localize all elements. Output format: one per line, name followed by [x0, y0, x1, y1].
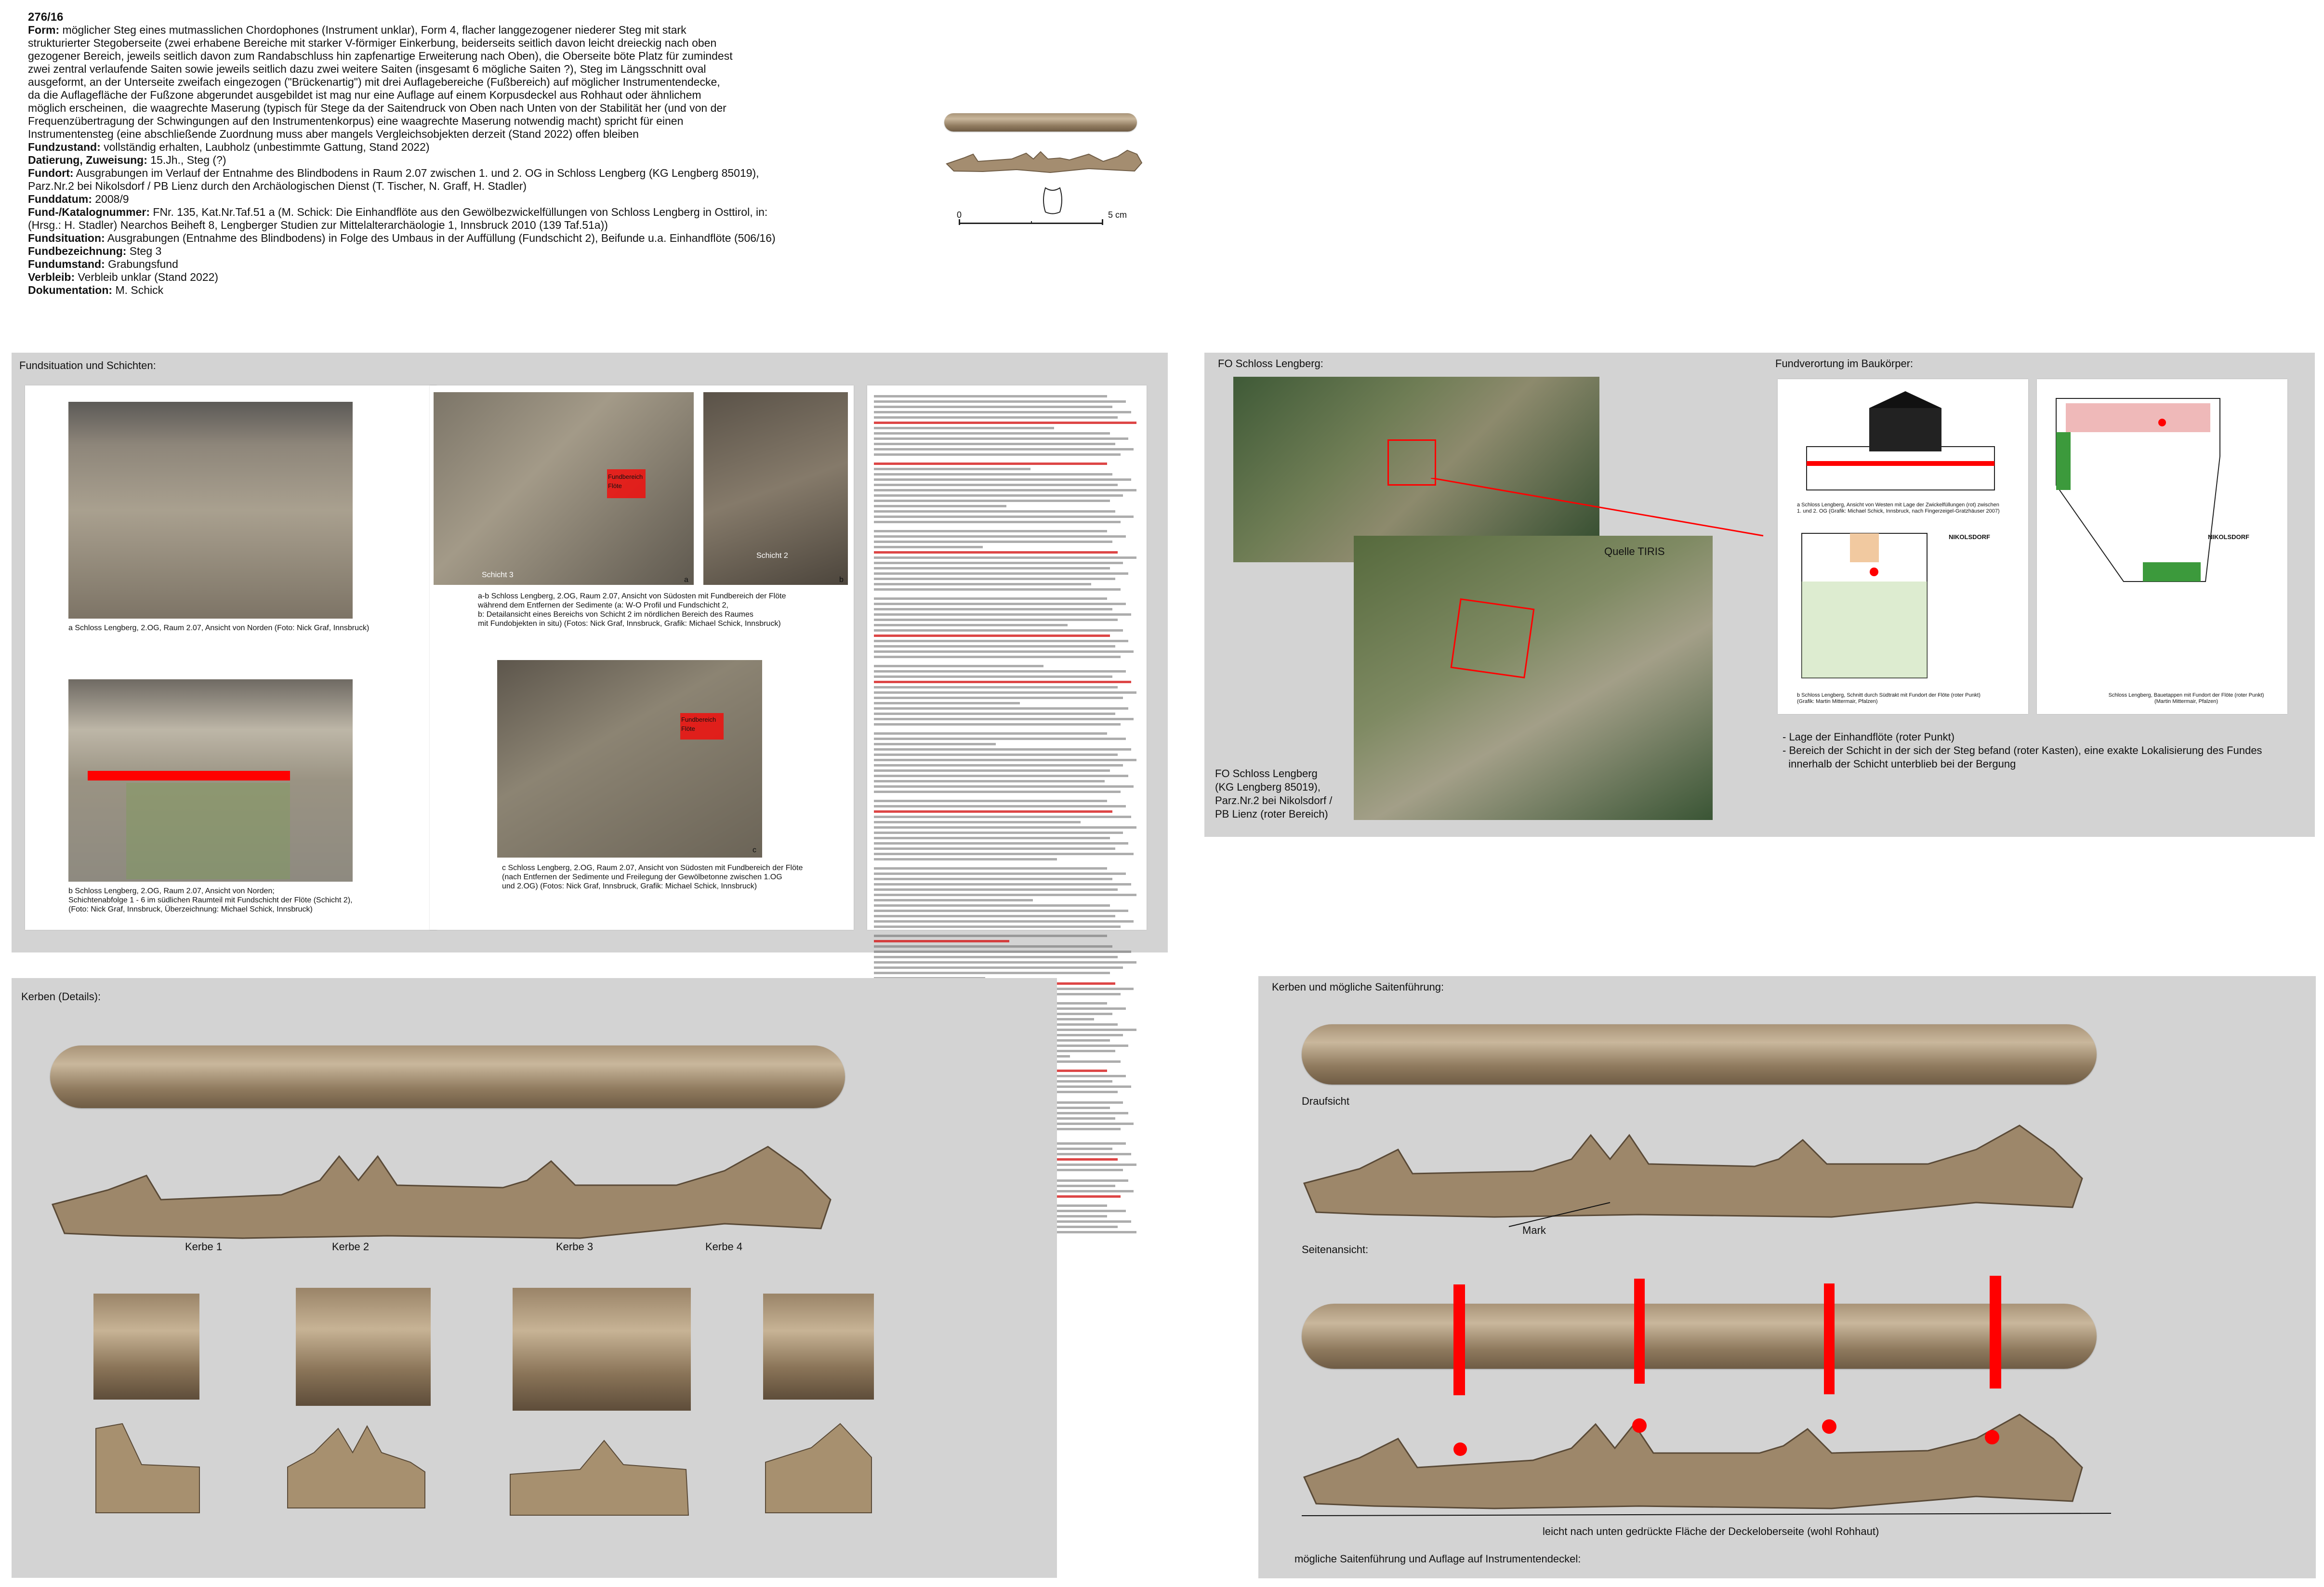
- caption-ab: a-b Schloss Lengberg, 2.OG, Raum 2.07, Ansicht von Südosten mit Fundbereich der Flöte während dem Entfernen der Sedimente (a: W-O Profil und Fundschicht 2, b: Detailansicht eines Bereichs von Schicht 2 im nördlichen Bereich des Raumes mit Fundobjekten in situ) (Fotos: Nick Graf, Innsbruck, Grafik: Michael Schick, Innsbruck): [478, 592, 786, 628]
- scale-label-5: 5 cm: [1108, 210, 1127, 220]
- kerbe-2-top: [296, 1288, 431, 1406]
- text-page-line: [874, 910, 1128, 912]
- header-line: [28, 37, 895, 50]
- header-line-label: Fundbezeichnung:: [28, 245, 127, 257]
- plan-sheet-2: [2037, 379, 2287, 714]
- castle-floorplan-drawing: [2047, 389, 2230, 591]
- panel-saiten-footer: mögliche Saitenführung und Auflage auf Instrumentendeckel:: [1294, 1553, 1581, 1565]
- text-page-line: [874, 422, 1136, 424]
- kerbe-3-side: [508, 1431, 691, 1518]
- text-page-line: [874, 899, 1033, 901]
- kerbe-2-side: [285, 1419, 427, 1510]
- header-line-label: Fundumstand:: [28, 258, 105, 270]
- text-page-line: [874, 826, 1136, 829]
- photo-ab-detail: [703, 392, 848, 585]
- kerbe-3-top: [513, 1288, 691, 1411]
- text-page-line: [874, 443, 1115, 445]
- text-page-line: [874, 858, 1057, 860]
- header-line: [28, 193, 895, 206]
- text-page-line: [874, 665, 1043, 667]
- text-page-line: [874, 489, 1136, 491]
- text-page-line: [874, 583, 1091, 585]
- header-line-text: Instrumentensteg (eine abschließende Zuordnung muss aber mangels Vergleichsobjekten derzeit (Stand 2022) offen bleiben: [28, 128, 639, 140]
- header-line-text: da die Auflagefläche der Fußzone abgerundet ausgebildet ist mag nur eine Auflage auf einem Korpusdeckel aus Rohhaut oder ähnlichem: [28, 89, 701, 101]
- label-mark: Mark: [1522, 1224, 1546, 1236]
- label-fund-2: Fundbereich Flöte: [681, 716, 716, 732]
- header-line-label: Fundzustand:: [28, 141, 101, 153]
- text-page-line: [874, 805, 1126, 807]
- header-line-label: Fundort:: [28, 167, 74, 179]
- label-seitenansicht: Seitenansicht:: [1302, 1243, 1369, 1256]
- text-page-line: [874, 956, 1118, 958]
- header-line-text: Ausgrabungen (Entnahme des Blindbodens) in Folge des Umbaus in der Auffüllung (Fundschicht 2), Beifunde u.a. Einhandflöte (506/16): [105, 232, 776, 244]
- text-page-line: [874, 707, 1128, 710]
- string-dot-4: [1985, 1430, 1999, 1444]
- panel-kerben-title: Kerben (Details):: [21, 991, 101, 1003]
- header-text: [28, 11, 895, 297]
- bullet-1: - Lage der Einhandflöte (roter Punkt): [1783, 731, 1955, 743]
- plan-caption-3: Schloss Lengberg, Bauetappen mit Fundort der Flöte (roter Punkt) (Martin Mittermair, Pfalzen): [2108, 692, 2264, 704]
- text-page-line: [874, 780, 1105, 782]
- bullet-3: innerhalb der Schicht unterblieb bei der Bergung: [1783, 758, 2016, 770]
- header-line-text: zwei zentral verlaufende Saiten sowie jeweils seitlich dazu zwei weitere Saiten (insgesamt 6 mögliche Saiten ?), Steg im Längsschnitt oval: [28, 63, 706, 75]
- header-line: [28, 167, 895, 180]
- label-photo-c: c: [753, 846, 756, 854]
- text-page-line: [874, 597, 1107, 600]
- bullet-2: - Bereich der Schicht in der sich der Steg befand (roter Kasten), eine exakte Lokalisierung des Fundes: [1783, 744, 2262, 756]
- text-page-line: [874, 732, 1107, 735]
- castle-section-drawing: [1792, 524, 1937, 683]
- text-page-line: [874, 546, 983, 548]
- text-page-line: [874, 556, 1136, 559]
- kerbe-label-1: Kerbe 1: [185, 1241, 223, 1253]
- caption-b: b Schloss Lengberg, 2.OG, Raum 2.07, Ansicht von Norden; Schichtenabfolge 1 - 6 im südlichen Raumteil mit Fundschicht der Flöte (Schicht 2), (Foto: Nick Graf, Innsbruck, Überzeichnung: Michael Schick, Innsbruck): [68, 887, 353, 913]
- plan-label-2: NIKOLSDORF: [2208, 533, 2249, 541]
- string-line-4: [1990, 1276, 2001, 1389]
- header-line-label: Fund-/Katalognummer:: [28, 206, 150, 218]
- text-page-line: [874, 505, 1006, 507]
- panel-fo-title: FO Schloss Lengberg:: [1218, 357, 1323, 370]
- header-line-label: Verbleib:: [28, 271, 75, 283]
- castle-elevation-drawing: [1797, 389, 2004, 500]
- header-line-text: FNr. 135, Kat.Nr.Taf.51 a (M. Schick: Die Einhandflöte aus den Gewölbezwickelfüllungen von Schloss Lengberg in Osttirol, in:: [150, 206, 768, 218]
- text-page-line: [874, 754, 1118, 756]
- header-line-label: Funddatum:: [28, 193, 92, 205]
- text-page-line: [874, 904, 1110, 907]
- header-line: [28, 180, 895, 193]
- text-page-line: [874, 395, 1107, 397]
- text-page-line: [874, 572, 1128, 575]
- map-red-box-1: [1387, 439, 1436, 486]
- text-page-line: [874, 775, 1128, 777]
- text-page-line: [874, 468, 1030, 470]
- label-photo-a: a: [684, 576, 688, 584]
- layer-marker-red: [88, 771, 290, 780]
- string-dot-1: [1453, 1442, 1467, 1456]
- header-line-text: M. Schick: [112, 284, 164, 296]
- header-line-text: Verbleib unklar (Stand 2022): [75, 271, 219, 283]
- panel-saitenfuehrung: [1258, 976, 2316, 1578]
- text-page-line: [874, 473, 1112, 476]
- header-line-text: gezogener Bereich, jeweils seitlich davon zum Randabschluss hin zapfenartige Erweiterung nach Oben), die Oberseite böte Platz für zumindest: [28, 50, 733, 62]
- kerbe-1-side: [93, 1419, 202, 1515]
- label-schicht-3: Schicht 3: [482, 571, 514, 579]
- header-line-text: vollständig erhalten, Laubholz (unbestimmte Gattung, Stand 2022): [100, 141, 430, 153]
- text-page-line: [874, 920, 1134, 923]
- text-page-line: [874, 915, 1115, 917]
- label-quelle-tiris: Quelle TIRIS: [1604, 545, 1665, 557]
- saiten-top-view: [1302, 1024, 2097, 1084]
- header-line: [28, 232, 895, 245]
- text-page-line: [874, 966, 1123, 969]
- text-page-line: [874, 603, 1126, 605]
- object-cross-section: [1041, 185, 1065, 217]
- text-page-line: [874, 448, 1134, 450]
- text-page-line: [874, 640, 1128, 642]
- text-page-line: [874, 681, 1131, 683]
- text-page-line: [874, 516, 1134, 518]
- header-line: [28, 63, 895, 76]
- kerbe-label-4: Kerbe 4: [705, 1241, 743, 1253]
- text-page-line: [874, 656, 1121, 658]
- text-page-line: [874, 842, 1128, 845]
- plan-sheet-1: [1778, 379, 2028, 714]
- fo-caption: FO Schloss Lengberg (KG Lengberg 85019), Parz.Nr.2 bei Nikolsdorf / PB Lienz (roter Bereich): [1215, 767, 1333, 820]
- text-page-line: [874, 686, 1118, 688]
- text-page-line: [874, 940, 1009, 942]
- photo-c-vault: [497, 660, 762, 858]
- top-object-drawing: [944, 96, 1171, 241]
- text-page-line: [874, 867, 1107, 870]
- header-line: [28, 284, 895, 297]
- saiten-top-view-2: [1302, 1304, 2097, 1369]
- text-page-line: [874, 837, 1110, 839]
- text-page-line: [874, 878, 1112, 880]
- string-line-2: [1634, 1279, 1645, 1384]
- header-line-text: Grabungsfund: [105, 258, 178, 270]
- text-page-line: [874, 416, 1118, 419]
- photo-a-room: [68, 402, 353, 619]
- string-line-1: [1453, 1284, 1465, 1395]
- panel-fundsituation-title: Fundsituation und Schichten:: [19, 359, 156, 371]
- text-page-line: [874, 494, 1123, 497]
- text-page-line: [874, 800, 1107, 802]
- map-red-box-2: [1451, 598, 1535, 678]
- photo-b-layers: [68, 679, 353, 882]
- label-photo-b: b: [839, 576, 844, 584]
- panel-kerben-details: [12, 978, 1057, 1578]
- text-page-line: [874, 530, 1107, 532]
- text-page-line: [874, 888, 1118, 891]
- text-page-line: [874, 650, 1134, 653]
- panel-fundverortung-title: Fundverortung im Baukörper:: [1775, 357, 1914, 370]
- caption-a: a Schloss Lengberg, 2.OG, Raum 2.07, Ansicht von Norden (Foto: Nick Graf, Innsbruck): [68, 624, 370, 632]
- text-page-line: [874, 629, 1123, 632]
- scale-tick-right: [1102, 219, 1103, 225]
- text-page-line: [874, 578, 1115, 580]
- text-page-line: [874, 624, 1068, 626]
- text-page-line: [874, 535, 1126, 538]
- text-page-line: [874, 821, 1081, 823]
- header-line: [28, 115, 895, 128]
- saiten-side-view-bottom: [1302, 1405, 2111, 1525]
- text-page-line: [874, 702, 1020, 704]
- photo-ab-profile: [434, 392, 694, 585]
- text-page-line: [874, 764, 1123, 767]
- text-page-line: [874, 713, 1115, 715]
- text-page-line: [874, 484, 1118, 486]
- text-page-line: [874, 635, 1110, 637]
- text-page-line: [874, 551, 1118, 554]
- text-page-line: [874, 847, 1115, 850]
- header-line: [28, 24, 895, 37]
- string-line-3: [1824, 1283, 1835, 1394]
- text-page-line: [874, 406, 1112, 408]
- header-line: [28, 141, 895, 154]
- text-page-line: [874, 645, 1115, 648]
- header-line-label: Datierung, Zuweisung:: [28, 154, 147, 166]
- label-schicht-2: Schicht 2: [756, 552, 788, 560]
- kerbe-4-top: [763, 1294, 874, 1400]
- text-page-line: [874, 541, 1112, 543]
- label-fund-1: Fundbereich Flöte: [608, 473, 643, 489]
- text-page-line: [874, 738, 1126, 740]
- string-dot-3: [1822, 1419, 1836, 1434]
- label-flaeche: leicht nach unten gedrückte Fläche der Deckeloberseite (wohl Rohhaut): [1543, 1525, 1879, 1537]
- text-page-line: [874, 926, 1121, 928]
- text-page-line: [874, 935, 1107, 937]
- header-line: [28, 76, 895, 89]
- text-page-line: [874, 743, 996, 745]
- text-page-line: [874, 500, 1110, 502]
- text-page-line: [874, 945, 1112, 948]
- sheet-photos-2: [430, 385, 854, 930]
- header-line-label: Form:: [28, 24, 60, 36]
- text-page-line: [874, 427, 1054, 429]
- text-page-line: [874, 873, 1126, 875]
- text-page-line: [874, 453, 1121, 456]
- map-connector-line: [1431, 478, 1768, 541]
- text-page-line: [874, 951, 1131, 953]
- text-page-line: [874, 608, 1112, 610]
- kerben-top-view: [50, 1045, 845, 1108]
- header-line: [28, 271, 895, 284]
- header-line-text: (Hrsg.: H. Stadler) Nearchos Beiheft 8, Lengberger Studien zur Mittelalterarchäologie 1, Innsbruck 2010 (139 Taf.51a)): [28, 219, 608, 231]
- text-page-line: [874, 791, 1121, 793]
- header-line: [28, 102, 895, 115]
- text-page-line: [874, 588, 1121, 591]
- kerbe-label-2: Kerbe 2: [332, 1241, 370, 1253]
- text-page-line: [874, 562, 1123, 564]
- text-page-line: [874, 972, 1110, 974]
- header-line-label: Dokumentation:: [28, 284, 113, 296]
- caption-c: c Schloss Lengberg, 2.OG, Raum 2.07, Ansicht von Südosten mit Fundbereich der Flöte (nach Entfernen der Sedimente und Freilegung der Gewölbetonne zwischen 1.OG und 2.OG) (Fotos: Nick Graf, Innsbruck, Grafik: Michael Schick, Innsbruck): [502, 864, 803, 890]
- kerbe-label-3: Kerbe 3: [556, 1241, 594, 1253]
- plan-caption-1: a Schloss Lengberg, Ansicht von Westen mit Lage der Zwickelfüllungen (rot) zwischen 1. und 2. OG (Grafik: Michael Schick, Innsbruck, nach Fingerzeigel-Gratzhäuser 2007): [1797, 502, 2000, 514]
- text-page-line: [874, 723, 1121, 726]
- header-line: [28, 258, 895, 271]
- text-page-line: [874, 619, 1118, 621]
- header-line: [28, 206, 895, 219]
- text-page-line: [874, 883, 1131, 886]
- text-page-line: [874, 411, 1131, 413]
- text-page-line: [874, 691, 1136, 694]
- layer-marker-green: [126, 783, 290, 879]
- saiten-side-view-top: [1302, 1121, 2111, 1231]
- sheet-photos-1: [25, 385, 437, 930]
- text-page-line: [874, 521, 1121, 523]
- plan-label-1: NIKOLSDORF: [1949, 533, 1990, 541]
- string-dot-2: [1632, 1418, 1647, 1433]
- header-line-text: Parz.Nr.2 bei Nikolsdorf / PB Lienz durch den Archäologischen Dienst (T. Tischer, N. Graff, H. Stadler): [28, 180, 527, 192]
- header-line-text: strukturierter Stegoberseite (zwei erhabene Bereiche mit starker V-förmiger Einkerbung, beiderseits seitlich davon leicht dreieckig nach oben: [28, 37, 717, 49]
- text-page-line: [874, 748, 1131, 751]
- panel-fo-lengberg: [1204, 353, 2315, 837]
- sheet-text-page: [867, 385, 1147, 930]
- header-line-text: möglich erscheinen, die waagrechte Maserung (typisch für Stege da der Saitendruck von Oben nach Unten von der Stabilität her (und von der: [28, 102, 726, 114]
- text-page-line: [874, 432, 1110, 435]
- text-page-line: [874, 961, 1136, 964]
- header-line: [28, 154, 895, 167]
- text-page-line: [874, 613, 1131, 616]
- text-page-line: [874, 437, 1128, 440]
- text-page-line: [874, 400, 1126, 403]
- object-side-view: [944, 145, 1147, 178]
- text-page-line: [874, 463, 1107, 465]
- text-page-line: [874, 769, 1110, 772]
- text-page-line: [874, 510, 1115, 513]
- plan-caption-2: b Schloss Lengberg, Schnitt durch Südtrakt mit Fundort der Flöte (roter Punkt) (Grafik: Martin Mittermair, Pfalzen): [1797, 692, 1981, 704]
- object-top-view: [944, 113, 1137, 132]
- text-page-line: [874, 759, 1136, 761]
- text-page-line: [874, 785, 1134, 788]
- header-line: [28, 219, 895, 232]
- panel-fundsituation: [12, 353, 1168, 952]
- header-line-text: 15.Jh., Steg (?): [147, 154, 226, 166]
- label-draufsicht: Draufsicht: [1302, 1095, 1350, 1107]
- doc-id: 276/16: [28, 11, 64, 24]
- header-lines: [28, 24, 895, 297]
- text-page-line: [874, 832, 1123, 834]
- header-line: [28, 89, 895, 102]
- text-page-line: [874, 697, 1123, 699]
- text-page-line: [874, 853, 1134, 855]
- text-page-line: [874, 816, 1131, 818]
- text-page-line: [874, 478, 1131, 481]
- header-line: [28, 128, 895, 141]
- header-line: [28, 245, 895, 258]
- header-line-text: 2008/9: [92, 193, 129, 205]
- text-page-line: [874, 894, 1136, 896]
- header-line: [28, 50, 895, 63]
- text-page-line: [874, 670, 1126, 673]
- kerbe-1-top: [93, 1294, 199, 1400]
- kerbe-4-side: [763, 1419, 874, 1515]
- header-line-text: Steg 3: [126, 245, 162, 257]
- text-page-line: [874, 810, 1112, 813]
- header-line-label: Fundsituation:: [28, 232, 105, 244]
- header-line-text: Frequenzübertragung der Schwingungen auf den Instrumentenkorpus) eine waagrechte Maserung notwendig macht) spricht für einen: [28, 115, 684, 127]
- header-line-text: Ausgrabungen im Verlauf der Entnahme des Blindbodens in Raum 2.07 zwischen 1. und 2. OG in Schloss Lengberg (KG Lengberg 85019),: [73, 167, 759, 179]
- aerial-map-detail: [1354, 536, 1713, 820]
- kerben-side-view: [50, 1142, 859, 1257]
- header-line-text: möglicher Steg eines mutmasslichen Chordophones (Instrument unklar), Form 4, flacher langgezogener niederer Steg mit stark: [59, 24, 687, 36]
- text-page-line: [874, 718, 1134, 720]
- text-page-line: [874, 567, 1110, 569]
- scale-label-0: 0: [957, 210, 962, 220]
- panel-saiten-title: Kerben und mögliche Saitenführung:: [1272, 981, 1444, 993]
- scale-tick-mid: [1031, 221, 1032, 224]
- header-line-text: ausgeformt, an der Unterseite zweifach eingezogen ("Brückenartig") mit drei Auflagebereiche (Fußbereich) auf möglicher Instrumentendecke,: [28, 76, 720, 88]
- text-page-line: [874, 675, 1112, 678]
